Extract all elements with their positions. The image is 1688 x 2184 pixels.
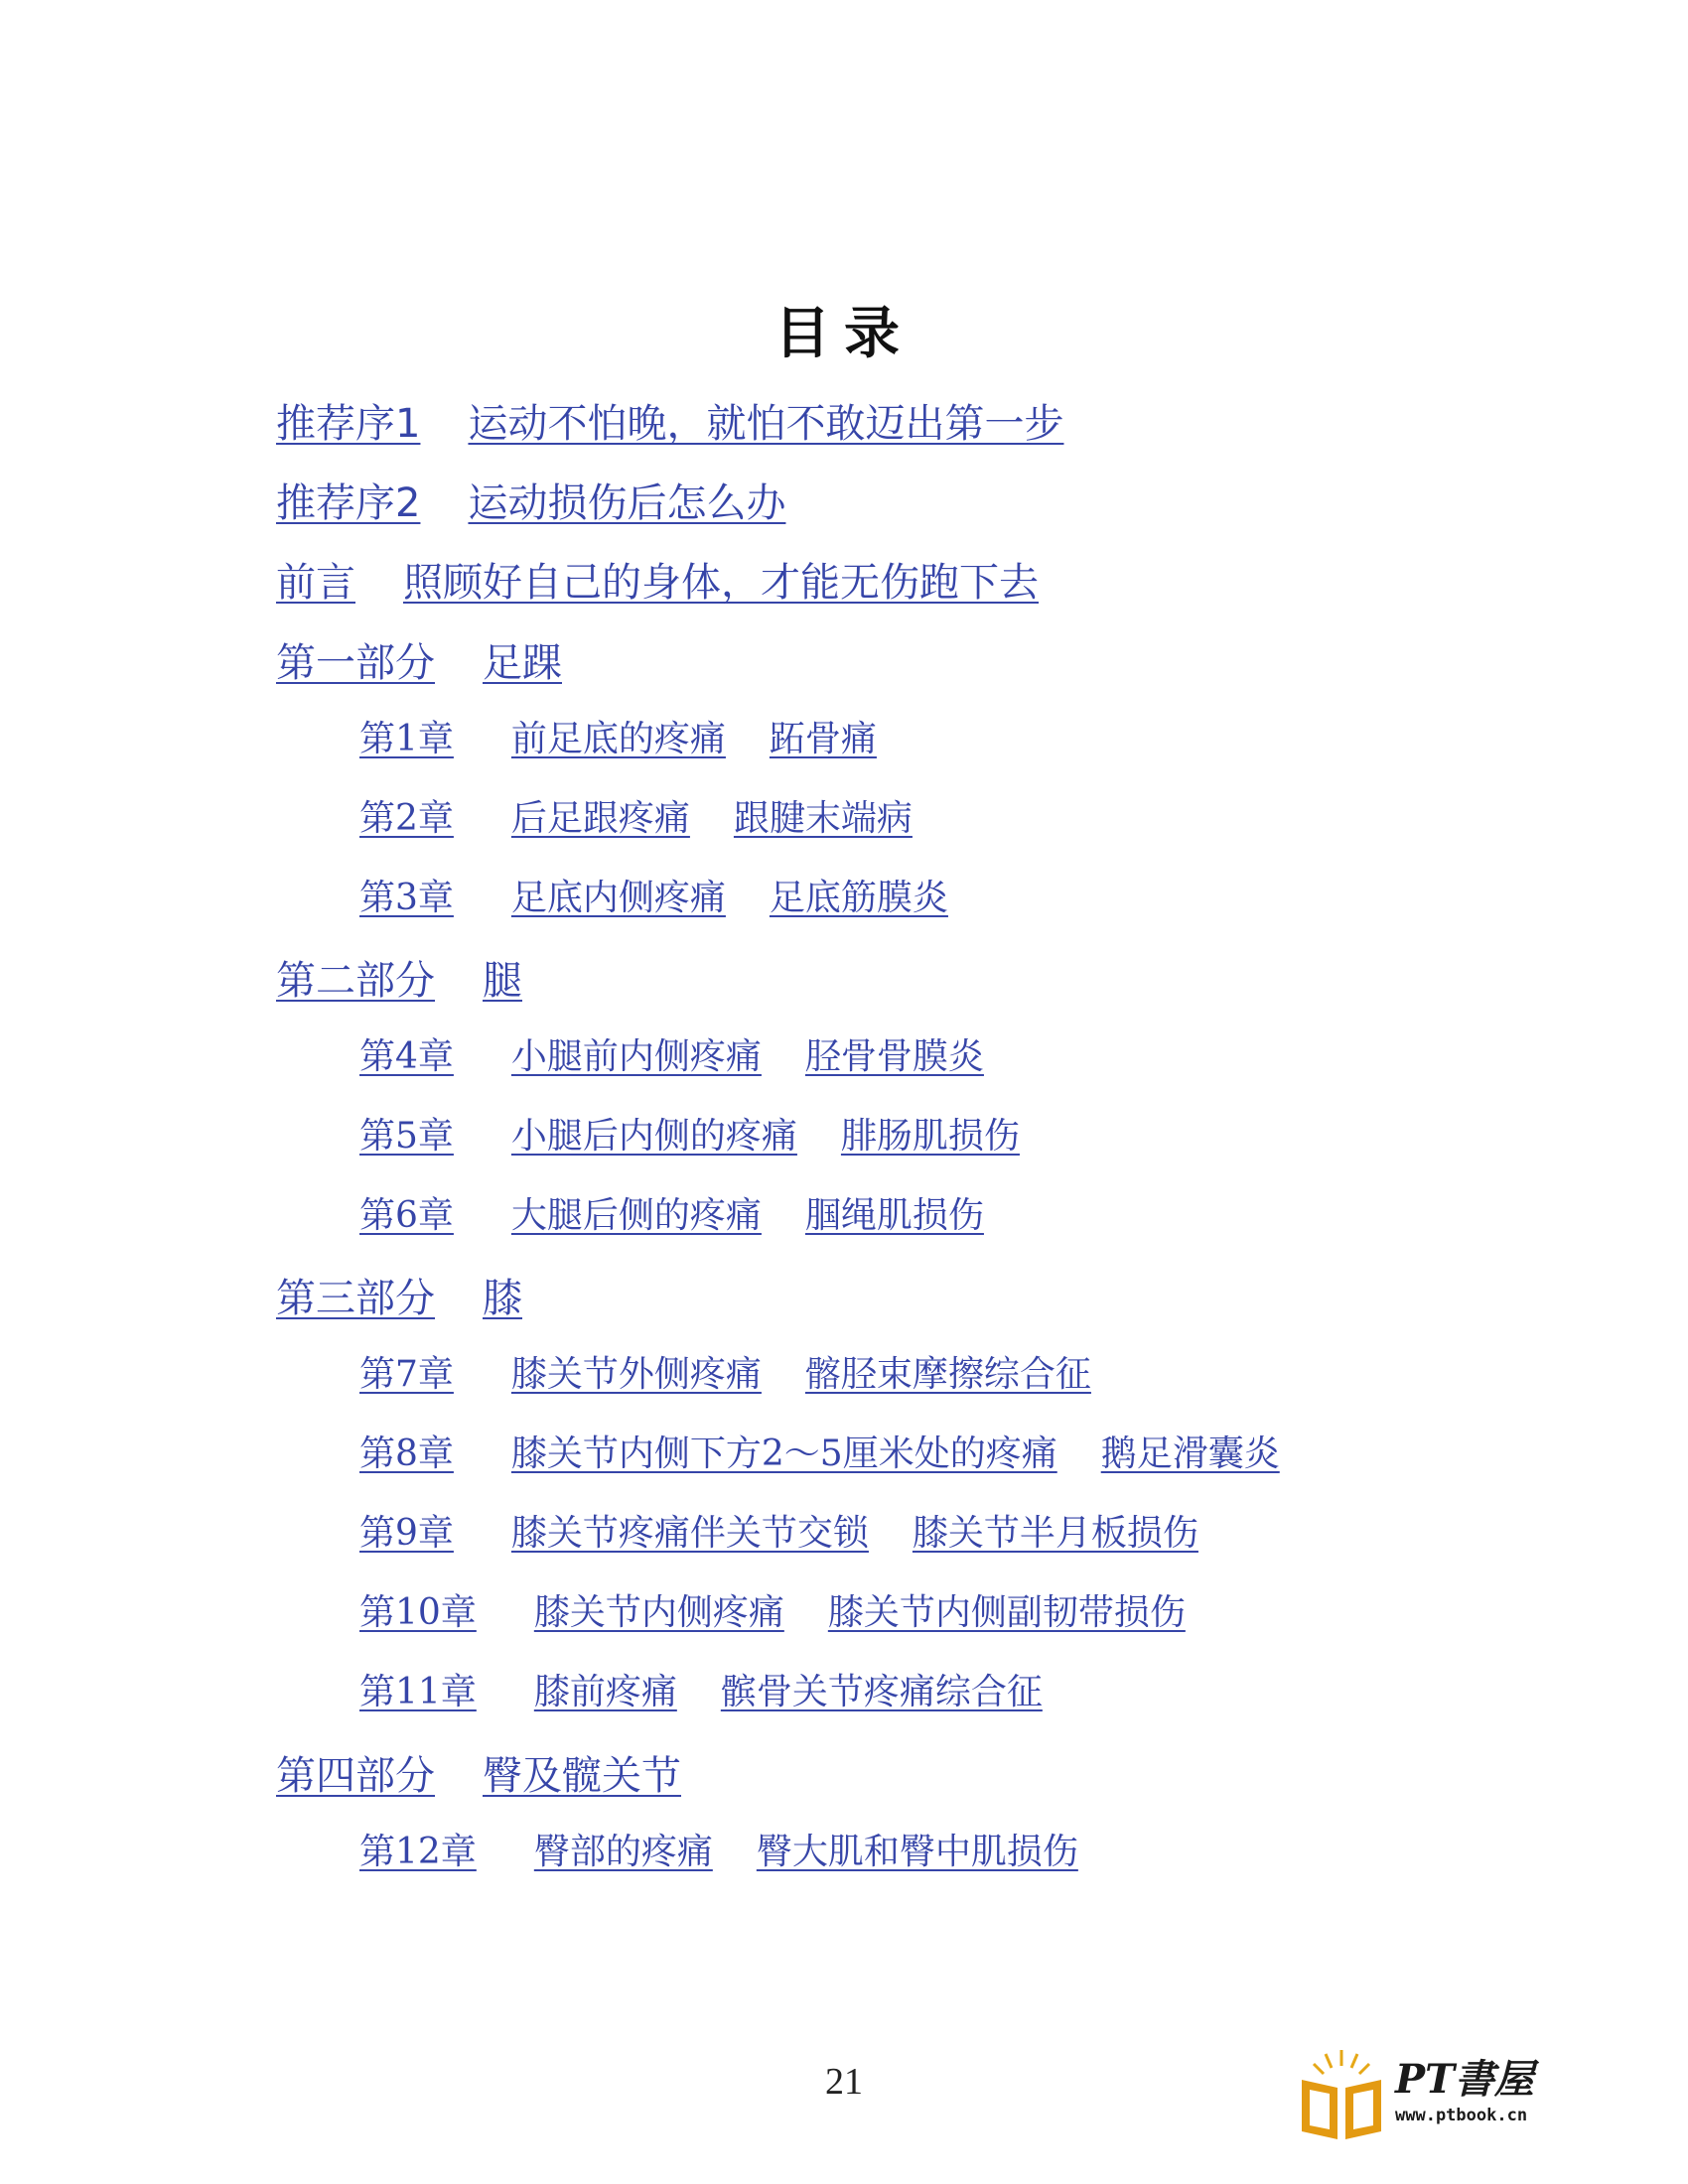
toc-entry-title: 臀及髋关节 <box>483 1753 681 1799</box>
toc-entry-label: 第二部分 <box>276 958 435 1004</box>
open-book-icon <box>1296 2044 1387 2143</box>
toc-entry-title: 足踝 <box>483 640 562 686</box>
toc-entry-title: 小腿前内侧疼痛 <box>510 1036 762 1077</box>
toc-entry-label: 推荐序2 <box>276 480 421 526</box>
toc-entry-label: 第一部分 <box>276 640 435 686</box>
toc-entry-label: 第10章 <box>359 1592 477 1633</box>
toc-entry-label: 第9章 <box>359 1513 454 1554</box>
toc-entry-label: 第12章 <box>359 1832 477 1872</box>
toc-chapter-link[interactable] <box>359 1187 984 1238</box>
toc-section-link[interactable] <box>276 392 1063 449</box>
toc-entry-label: 第2章 <box>359 798 454 839</box>
ptbook-logo <box>1296 2040 1564 2149</box>
toc-entry-label: 第5章 <box>359 1116 454 1157</box>
toc-entry-subtitle: 跖骨痛 <box>769 719 877 759</box>
toc-entry-subtitle: 膝关节内侧副韧带损伤 <box>827 1592 1186 1633</box>
toc-entry-subtitle: 膝关节半月板损伤 <box>912 1513 1198 1554</box>
toc-entry-label: 第7章 <box>359 1354 454 1395</box>
toc-entry-title: 运动损伤后怎么办 <box>468 480 786 526</box>
toc-entry-subtitle: 胫骨骨膜炎 <box>804 1036 984 1077</box>
toc-entry-label: 推荐序1 <box>276 401 421 447</box>
toc-entry-label: 第3章 <box>359 878 454 918</box>
toc-entry-title: 膝前疼痛 <box>533 1672 677 1712</box>
toc-entry-title: 膝关节内侧疼痛 <box>533 1592 784 1633</box>
toc-entry-title: 足底内侧疼痛 <box>510 878 726 918</box>
toc-entry-title: 膝关节外侧疼痛 <box>510 1354 762 1395</box>
toc-section-link[interactable] <box>276 949 522 1006</box>
toc-entry-title: 前足底的疼痛 <box>510 719 726 759</box>
toc-entry-title: 膝 <box>483 1276 522 1321</box>
toc-section-link[interactable] <box>276 472 785 528</box>
toc-entry-label: 第三部分 <box>276 1276 435 1321</box>
toc-entry-title: 膝关节内侧下方2～5厘米处的疼痛 <box>510 1433 1057 1474</box>
page-number: 21 <box>825 2061 863 2103</box>
toc-entry-subtitle: 鹅足滑囊炎 <box>1100 1433 1280 1474</box>
toc-entry-label: 第8章 <box>359 1433 454 1474</box>
toc-entry-title: 臀部的疼痛 <box>533 1832 713 1872</box>
page-title: 目录 <box>774 302 914 366</box>
toc-chapter-link[interactable] <box>359 1824 1078 1874</box>
toc-entry-subtitle: 腓肠肌损伤 <box>840 1116 1020 1157</box>
toc-entry-subtitle: 髂胫束摩擦综合征 <box>804 1354 1091 1395</box>
toc-entry-title: 大腿后侧的疼痛 <box>510 1195 762 1236</box>
toc-entry-title: 膝关节疼痛伴关节交锁 <box>510 1513 869 1554</box>
logo-text: PT書屋 <box>1395 2056 1534 2103</box>
toc-entry-title: 运动不怕晚，就怕不敢迈出第一步 <box>468 401 1064 447</box>
toc-entry-subtitle: 腘绳肌损伤 <box>804 1195 984 1236</box>
logo-url: www.ptbook.cn <box>1395 2106 1528 2125</box>
toc-section-link[interactable] <box>276 631 562 688</box>
toc-entry-title: 照顾好自己的身体，才能无伤跑下去 <box>403 560 1039 606</box>
toc-entry-subtitle: 跟腱末端病 <box>733 798 913 839</box>
toc-entry-label: 第四部分 <box>276 1753 435 1799</box>
toc-chapter-link[interactable] <box>359 1108 1020 1159</box>
toc-entry-label: 前言 <box>276 560 355 606</box>
toc-chapter-link[interactable] <box>359 1426 1280 1476</box>
toc-chapter-link[interactable] <box>359 1664 1043 1714</box>
toc-entry-title: 后足跟疼痛 <box>510 798 690 839</box>
toc-chapter-link[interactable] <box>359 1346 1091 1397</box>
toc-chapter-link[interactable] <box>359 870 948 920</box>
toc-section-link[interactable] <box>276 1744 681 1801</box>
toc-section-link[interactable] <box>276 1267 522 1323</box>
toc-entry-title: 腿 <box>483 958 522 1004</box>
toc-section-link[interactable] <box>276 551 1039 608</box>
toc-chapter-link[interactable] <box>359 1505 1198 1556</box>
toc-entry-title: 小腿后内侧的疼痛 <box>510 1116 797 1157</box>
toc-entry-label: 第11章 <box>359 1672 477 1712</box>
toc-entry-label: 第4章 <box>359 1036 454 1077</box>
toc-chapter-link[interactable] <box>359 790 913 841</box>
toc-chapter-link[interactable] <box>359 711 877 761</box>
toc-entry-label: 第1章 <box>359 719 454 759</box>
toc-entry-subtitle: 足底筋膜炎 <box>769 878 948 918</box>
toc-entry-subtitle: 髌骨关节疼痛综合征 <box>720 1672 1043 1712</box>
toc-chapter-link[interactable] <box>359 1028 984 1079</box>
toc-chapter-link[interactable] <box>359 1584 1186 1635</box>
toc-entry-label: 第6章 <box>359 1195 454 1236</box>
toc-entry-subtitle: 臀大肌和臀中肌损伤 <box>756 1832 1078 1872</box>
